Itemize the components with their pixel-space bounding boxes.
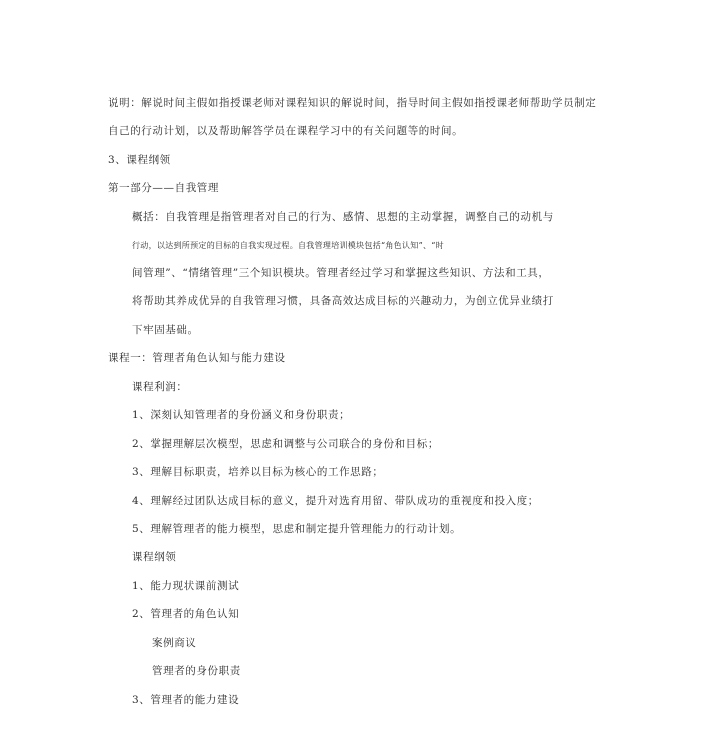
benefit-item: 4、理解经过团队达成目标的意义，提升对选育用留、带队成功的重视度和投入度； [132,495,539,507]
part-title: 第一部分——自我管理 [108,182,219,194]
overview-line-2: 行动，以达到所预定的目标的自我实现过程。自我管理培训模块包括“角色认知”、“时 [132,241,444,250]
intro-line-1: 说明：解说时间主假如指授课老师对课程知识的解说时间，指导时间主假如指授课老师帮助学员制定 [108,97,597,109]
outline-subitem: 案例商议 [152,637,197,649]
outline-item: 2、管理者的角色认知 [132,608,240,620]
outline-subitem: 管理者的身份职责 [152,665,241,677]
outline-item: 3、管理者的能力建设 [132,694,240,706]
overview-line-3: 间管理”、“情绪管理”三个知识模块。管理者经过学习和掌握这些知识、方法和工具， [132,267,550,279]
benefits-label: 课程利润： [132,381,188,393]
section-heading: 3、课程纲领 [108,154,171,166]
overview-line-1: 概括：自我管理是指管理者对自己的行为、感情、思想的主动掌握，调整自己的动机与 [132,211,554,223]
benefit-item: 1、深刻认知管理者的身份涵义和身份职责； [132,409,351,421]
course-title: 课程一：管理者角色认知与能力建设 [108,352,286,364]
benefit-item: 5、理解管理者的能力模型，思虑和制定提升管理能力的行动计划。 [132,523,462,535]
outline-item: 1、能力现状课前测试 [132,580,240,592]
outline-label: 课程纲领 [132,551,177,563]
benefit-item: 2、掌握理解层次模型，思虑和调整与公司联合的身份和目标； [132,438,439,450]
intro-line-2: 自己的行动计划，以及帮助解答学员在课程学习中的有关问题等的时间。 [108,125,464,137]
benefit-item: 3、理解目标职责，培养以目标为核心的工作思路； [132,466,384,478]
overview-line-5: 下牢固基础。 [132,324,199,336]
overview-line-4: 将帮助其养成优异的自我管理习惯，具备高效达成目标的兴趣动力，为创立优异业绩打 [132,295,554,307]
